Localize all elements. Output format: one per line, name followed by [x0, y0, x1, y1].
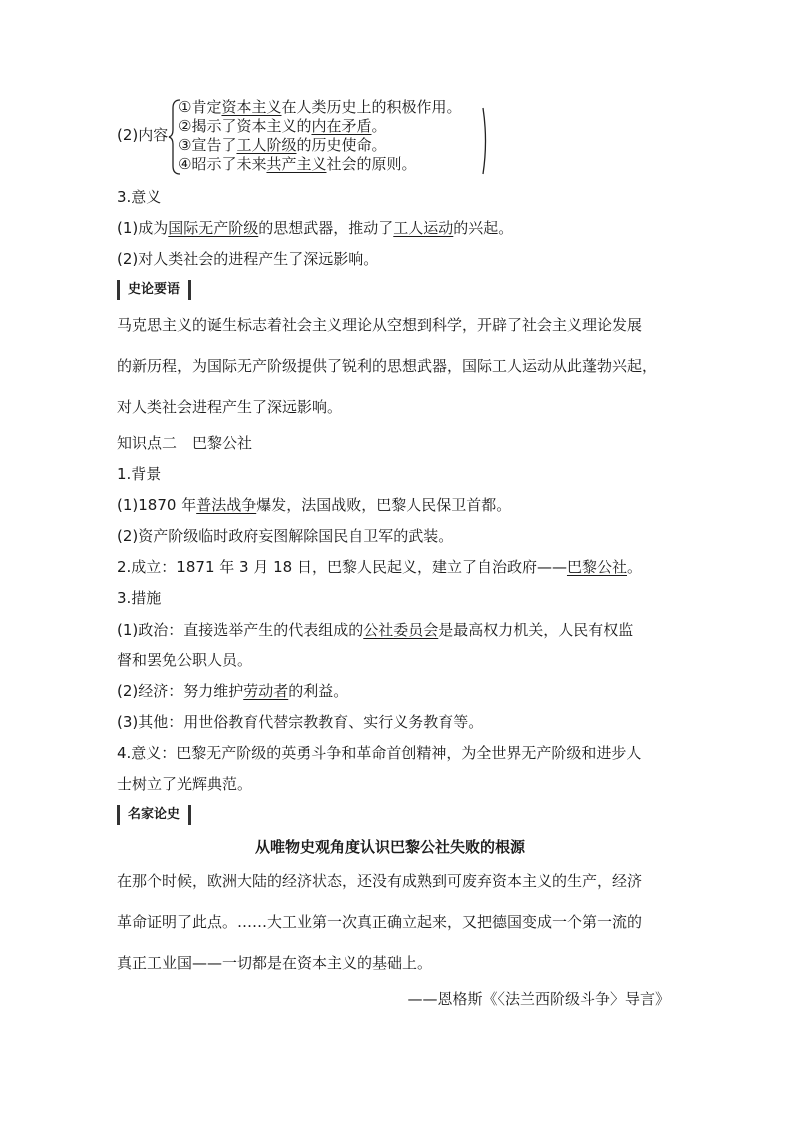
content-label: (2)内容 — [117, 126, 169, 144]
significance-line-1: 4.意义：巴黎无产阶级的英勇斗争和革命首创精神，为全世界无产阶级和进步人 — [117, 744, 642, 762]
significance-line-2: 士树立了光辉典范。 — [117, 775, 253, 793]
shilun-line-3: 对人类社会进程产生了深远影响。 — [117, 398, 343, 416]
significance-heading: 3.意义 — [117, 188, 162, 206]
mingjia-source: ——恩格斯《〈法兰西阶级斗争〉导言》 — [407, 990, 670, 1008]
background-heading: 1.背景 — [117, 465, 162, 483]
establishment: 2.成立：1871 年 3 月 18 日，巴黎人民起义，建立了自治政府——巴黎公社。 — [117, 558, 642, 576]
background-point-1: (1)1870 年普法战争爆发，法国战败，巴黎人民保卫首都。 — [117, 496, 512, 514]
content-item-1: ①肯定资本主义在人类历史上的积极作用。 — [178, 98, 462, 116]
measure-politics-cont: 督和罢免公职人员。 — [117, 651, 253, 669]
measures-heading: 3.措施 — [117, 589, 162, 607]
mingjia-line-3: 真正工业国——一切都是在资本主义的基础上。 — [117, 954, 433, 972]
right-bracket-icon — [480, 106, 490, 176]
background-point-2: (2)资产阶级临时政府妄图解除国民自卫军的武装。 — [117, 527, 454, 545]
content-item-4: ④昭示了未来共产主义社会的原则。 — [178, 155, 417, 173]
mingjia-line-1: 在那个时候，欧洲大陆的经济状态，还没有成熟到可废弃资本主义的生产，经济 — [117, 872, 643, 890]
significance-point-1: (1)成为国际无产阶级的思想武器，推动了工人运动的兴起。 — [117, 219, 514, 237]
mingjia-title: 从唯物史观角度认识巴黎公社失败的根源 — [255, 838, 526, 856]
point2-heading: 知识点二 巴黎公社 — [117, 434, 253, 452]
measure-other: (3)其他：用世俗教育代替宗教教育、实行义务教育等。 — [117, 713, 484, 731]
mingjia-tag: 名家论史 — [117, 805, 191, 825]
content-item-2: ②揭示了资本主义的内在矛盾。 — [178, 117, 387, 135]
mingjia-line-2: 革命证明了此点。……大工业第一次真正确立起来，又把德国变成一个第一流的 — [117, 913, 643, 931]
content-item-3: ③宣告了工人阶级的历史使命。 — [178, 136, 387, 154]
shilun-line-2: 的新历程，为国际无产阶级提供了锐利的思想武器，国际工人运动从此蓬勃兴起， — [117, 357, 658, 375]
measure-economy: (2)经济：努力维护劳动者的利益。 — [117, 682, 349, 700]
shilun-line-1: 马克思主义的诞生标志着社会主义理论从空想到科学，开辟了社会主义理论发展 — [117, 316, 643, 334]
significance-point-2: (2)对人类社会的进程产生了深远影响。 — [117, 250, 379, 268]
measure-politics: (1)政治：直接选举产生的代表组成的公社委员会是最高权力机关，人民有权监 — [117, 621, 634, 639]
shilun-tag: 史论要语 — [117, 280, 191, 300]
